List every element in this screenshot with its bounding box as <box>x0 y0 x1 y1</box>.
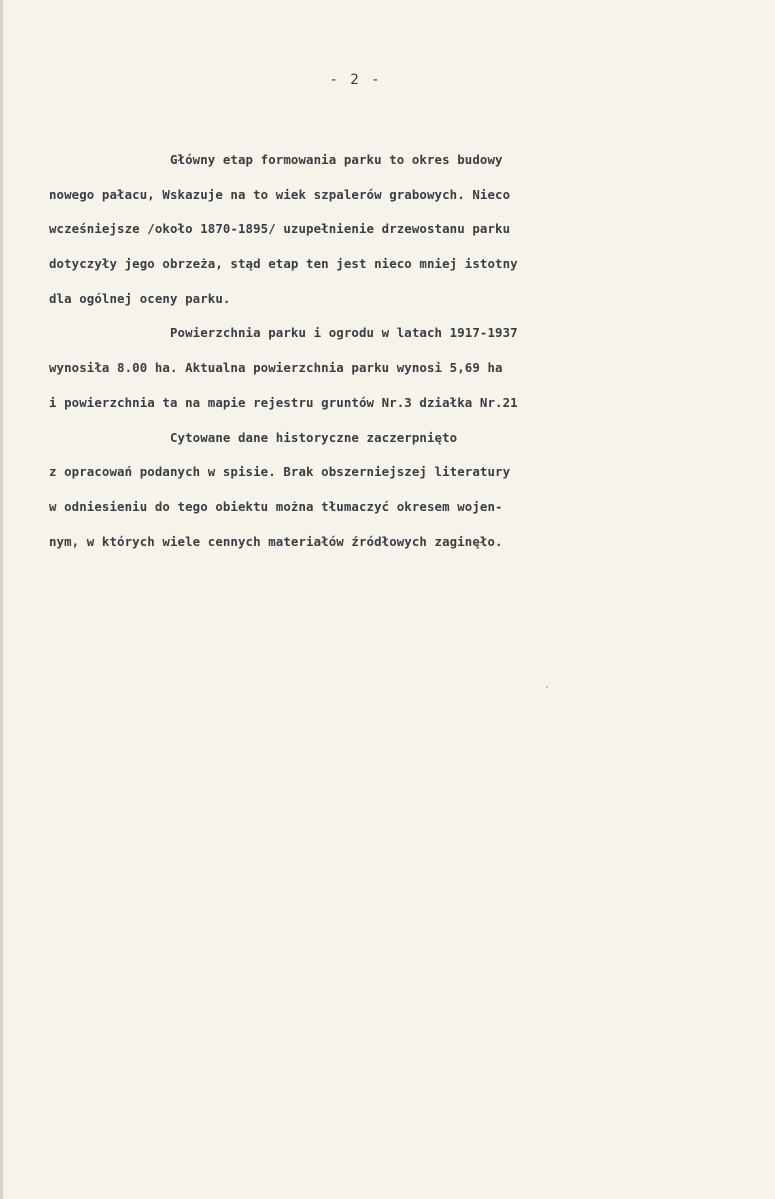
text-line: z opracowań podanych w spisie. Brak obszerniejszej literatury <box>49 464 511 480</box>
text-line: nowego pałacu, Wskazuje na to wiek szpalerów grabowych. Nieco <box>49 186 511 202</box>
text-line: nym, w których wiele cennych materiałów źródłowych zaginęło. <box>49 533 503 549</box>
text-line: dla ogólnej oceny parku. <box>49 290 231 306</box>
text-line: Powierzchnia parku i ogrodu w latach 1917-1937 <box>49 325 518 341</box>
text-line: i powierzchnia ta na mapie rejestru gruntów Nr.3 działka Nr.21 <box>49 394 518 410</box>
text-line: wcześniejsze /około 1870-1895/ uzupełnienie drzewostanu parku <box>49 221 511 237</box>
paper-speck <box>546 686 548 688</box>
body-text <box>49 143 709 559</box>
text-line: Główny etap formowania parku to okres budowy <box>49 152 503 167</box>
text-line: wynosiła 8.00 ha. Aktualna powierzchnia parku wynosi 5,69 ha <box>49 360 503 376</box>
text-line: w odniesieniu do tego obiektu można tłumaczyć okresem wojen- <box>49 498 503 514</box>
page-number: - 2 - <box>329 72 382 88</box>
text-line: dotyczyły jego obrzeża, stąd etap ten jest nieco mniej istotny <box>49 256 518 272</box>
text-line: Cytowane dane historyczne zaczerpnięto <box>49 429 458 445</box>
